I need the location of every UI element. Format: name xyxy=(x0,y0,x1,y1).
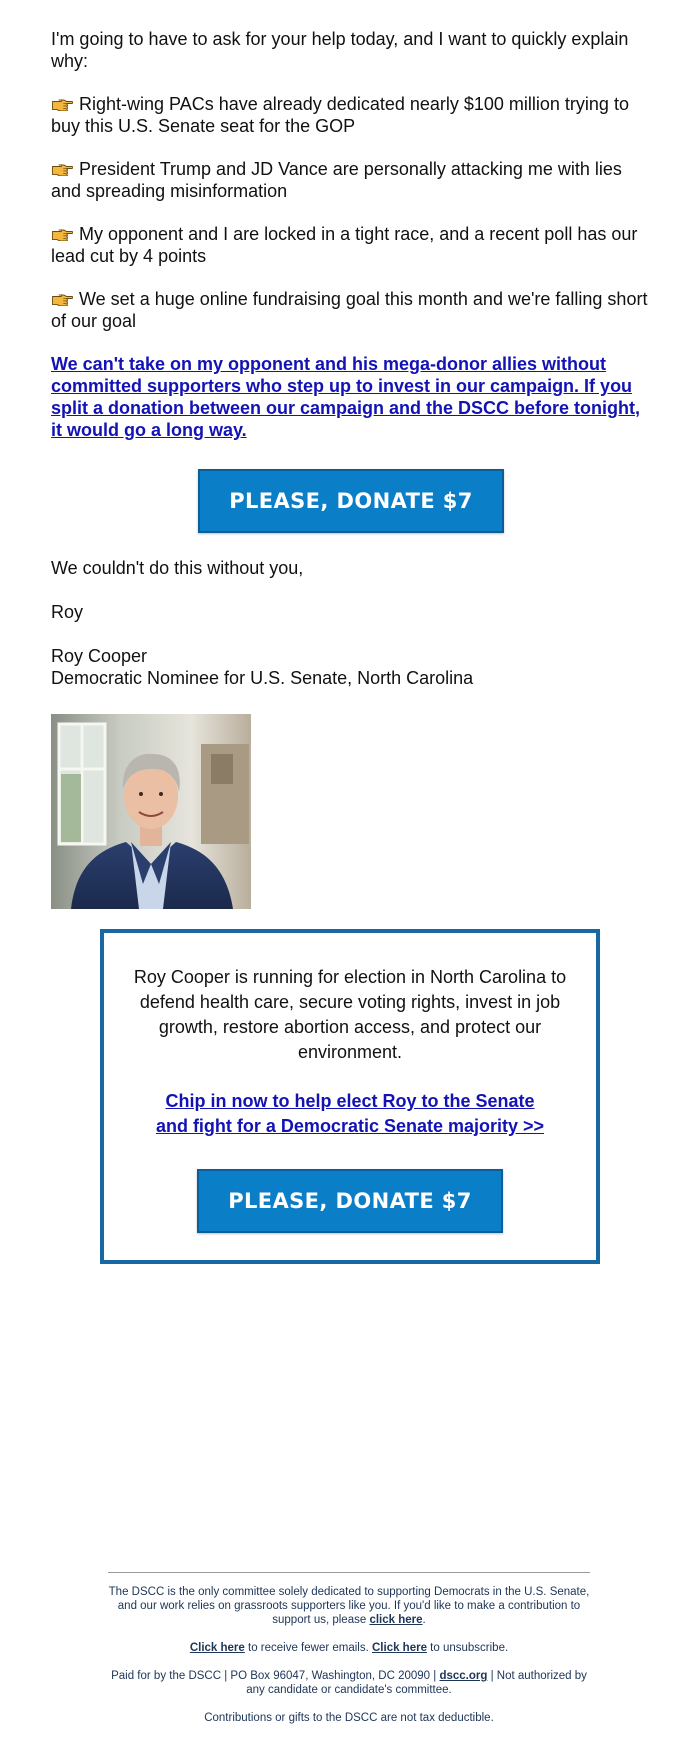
bullet-item xyxy=(51,93,651,137)
donate-button[interactable]: PLEASE, DONATE $7 xyxy=(197,1169,503,1233)
pointing-hand-icon xyxy=(51,291,73,306)
donate-button[interactable]: PLEASE, DONATE $7 xyxy=(198,469,504,533)
candidate-info-box xyxy=(100,929,600,1264)
pointing-hand-icon xyxy=(51,96,73,111)
intro-text: I'm going to have to ask for your help today, and I want to quickly explain why: xyxy=(51,29,629,71)
footer-paid-for xyxy=(108,1669,590,1697)
bullet-text: President Trump and JD Vance are personally attacking me with lies and spreading misinformation xyxy=(51,159,622,201)
donation-appeal-link[interactable]: We can't take on my opponent and his mega-donor allies without committed supporters who step up to invest in our campaign. If you split a donation between our campaign and the DSCC before tonight, it would go a long way. xyxy=(51,354,641,440)
footer-about-end: . xyxy=(422,1614,426,1626)
bullet-item xyxy=(51,288,651,332)
footer-about-text: The DSCC is the only committee solely dedicated to supporting Democrats in the U.S. Senate, and our work relies on grassroots supporters like you. If you'd like to make a contribution to support us, please xyxy=(108,1586,590,1626)
dscc-site-link[interactable]: dscc.org xyxy=(439,1670,488,1682)
signoff-text: Roy xyxy=(51,602,84,622)
footer-about xyxy=(108,1585,590,1627)
bullet-text: My opponent and I are locked in a tight race, and a recent poll has our lead cut by 4 points xyxy=(51,224,638,266)
unsubscribe-text: to unsubscribe. xyxy=(426,1642,509,1654)
sender-title: Democratic Nominee for U.S. Senate, North Carolina xyxy=(51,668,474,688)
sender-name: Roy Cooper xyxy=(51,646,148,666)
donate-button-wrap xyxy=(51,469,651,533)
bullet-text: We set a huge online fundraising goal this month and we're falling short of our goal xyxy=(51,289,648,331)
fewer-emails-link[interactable]: Click here xyxy=(189,1642,245,1654)
bullet-item xyxy=(51,158,651,202)
footer-email-prefs xyxy=(108,1641,590,1655)
bullet-text: Right-wing PACs have already dedicated nearly $100 million trying to buy this U.S. Senate seat for the GOP xyxy=(51,94,629,136)
footer xyxy=(108,1572,590,1739)
chip-in-link[interactable]: Chip in now to help elect Roy to the Senate and fight for a Democratic Senate majority >> xyxy=(155,1091,545,1136)
paid-for-text: Paid for by the DSCC | PO Box 96047, Washington, DC 20090 | xyxy=(111,1670,440,1682)
closing-text: We couldn't do this without you, xyxy=(51,558,304,578)
unsubscribe-link[interactable]: Click here xyxy=(372,1642,427,1654)
fewer-emails-text: to receive fewer emails. xyxy=(244,1642,372,1654)
candidate-description: Roy Cooper is running for election in North Carolina to defend health care, secure voting rights, invest in job growth, restore abortion access, and protect our environment. xyxy=(133,967,567,1062)
bullet-item xyxy=(51,223,651,267)
paid-for-text-end: | Not authorized by any candidate or candidate's committee. xyxy=(246,1670,587,1696)
pointing-hand-icon xyxy=(51,161,73,176)
donate-button-wrap xyxy=(132,1169,568,1233)
contribute-link[interactable]: click here xyxy=(369,1614,423,1626)
email-body xyxy=(51,28,651,909)
candidate-portrait xyxy=(51,714,251,909)
footer-tax-note: Contributions or gifts to the DSCC are not tax deductible. xyxy=(204,1712,494,1724)
pointing-hand-icon xyxy=(51,226,73,241)
